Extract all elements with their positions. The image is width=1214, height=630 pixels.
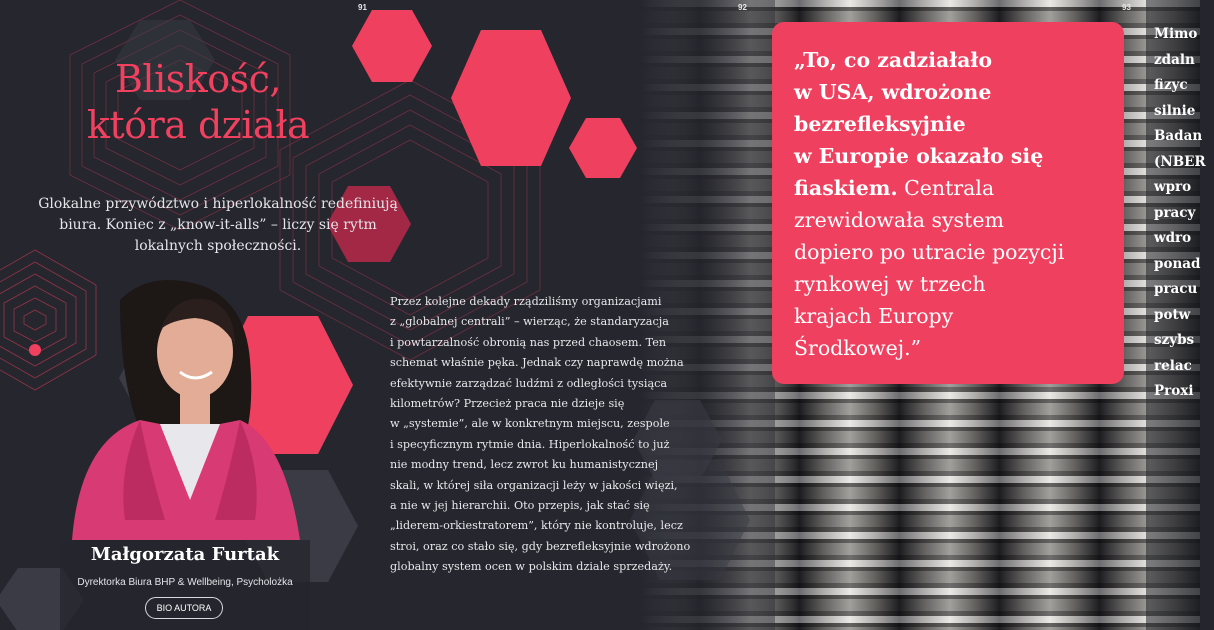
headline: Bliskość, która działa: [86, 57, 310, 147]
author-name: Małgorzata Furtak: [90, 544, 280, 565]
pull-quote-bold: „To, co zadziałało w USA, wdrożone bezrefleksyjnie w Europie okazało się fiaskiem.: [794, 48, 1044, 200]
bio-author-button[interactable]: BIO AUTORA: [145, 597, 223, 619]
hex-line-pattern: [0, 250, 96, 390]
next-column-text: Mimo zdaln fizyc silnie Badan (NBER wpro pracy wdro ponad pracu potw szybs relac Proxi: [1154, 26, 1206, 399]
page-number: 92: [738, 3, 747, 12]
page-number: 91: [358, 3, 367, 12]
author-role: Dyrektorka Biura BHP & Wellbeing, Psycholożka: [77, 577, 293, 588]
body-text: Przez kolejne dekady rządziliśmy organizacjami z „globalnej centrali” – wierząc, że standaryzacja i powtarzalność obronią nas przed chaosem. Ten schemat właśnie pęka. Jednak czy naprawdę można efektywnie zarządzać ludźmi z odległości tysiąca kilometrów? Przecież praca nie dzieje się w „systemie”, ale w konkretnym miejscu, zespole i specyficznym rytmie dnia. Hiperlokalność to już nie modny trend, lecz zwrot ku humanistycznej skali, w której siła organizacji leży w jakości więzi, a nie w jej hierarchii. Oto przepis, jak stać się „liderem-orkiestratorem”, który nie kontroluje, lecz stroi, oraz co stało się, gdy bezrefleksyjnie wdrożono globalny system ocen w polskim dziale sprzedaży.: [390, 295, 691, 574]
lead-paragraph: Glokalne przywództwo i hiperlokalność redefiniują biura. Koniec z „know-it-alls” – liczy się rytm lokalnych społeczności.: [38, 196, 398, 254]
pull-quote-regular: Centrala zrewidowała system dopiero po utracie pozycji rynkowej w trzech krajach Europy Środkowej.”: [794, 176, 1065, 360]
page-number: 93: [1122, 3, 1131, 12]
pull-quote: [772, 22, 1124, 384]
